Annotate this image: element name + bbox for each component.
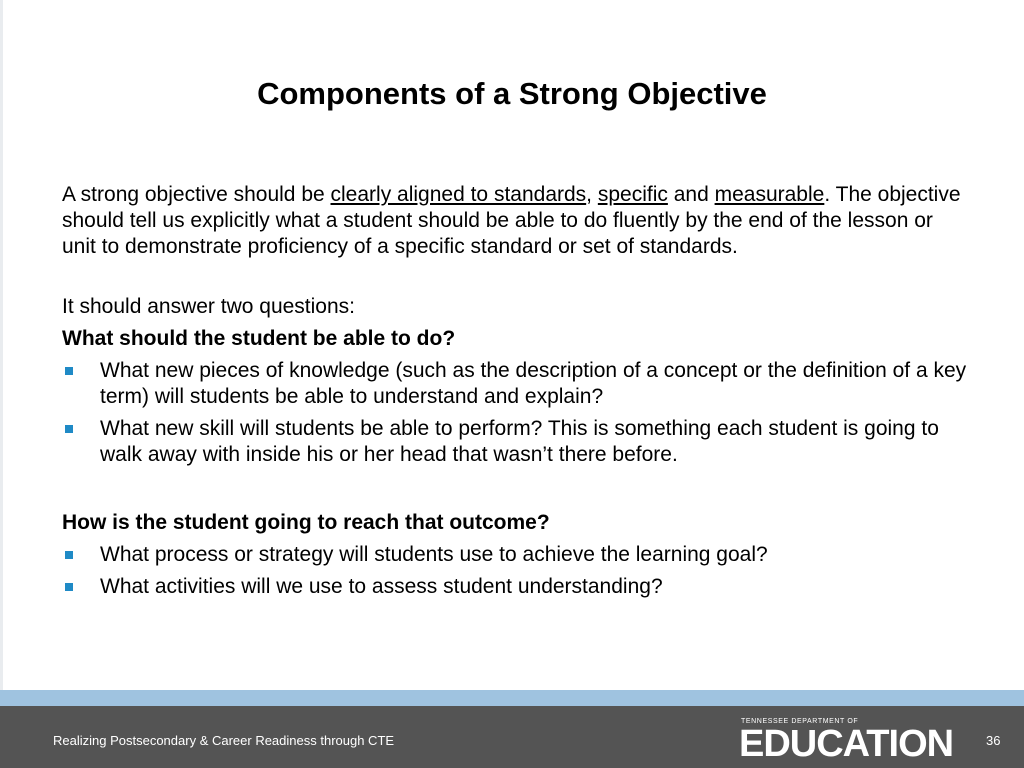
bullet-list-2 xyxy=(62,542,967,600)
footer-caption: Realizing Postsecondary & Career Readiness through CTE xyxy=(53,733,395,748)
intro-prefix: A strong objective should be xyxy=(62,183,331,206)
logo-subtitle: TENNESSEE DEPARTMENT OF xyxy=(741,718,859,725)
education-logo xyxy=(739,718,971,764)
intro-separator: and xyxy=(667,183,715,206)
lead-text: It should answer two questions: xyxy=(62,295,355,318)
list-item xyxy=(62,416,967,468)
intro-rest: . The objective should tell us explicitly what a student should be able to do fluently by the end of the lesson or unit to demonstrate proficiency of a specific standard or set of standards. xyxy=(62,183,961,258)
list-item xyxy=(62,358,967,410)
bullet-text: What process or strategy will students use to achieve the learning goal? xyxy=(100,543,768,566)
bullet-text: What activities will we use to assess student understanding? xyxy=(100,575,663,598)
term-measurable: measurable xyxy=(714,183,825,206)
section-spacer xyxy=(62,474,967,504)
square-bullet-icon xyxy=(65,551,73,559)
slide-title: Components of a Strong Objective xyxy=(257,76,767,111)
square-bullet-icon xyxy=(65,425,73,433)
list-item xyxy=(62,542,967,568)
bullet-text: What new pieces of knowledge (such as the description of a concept or the definition of a key term) will students be able to understand and explain? xyxy=(100,359,967,408)
slide-body xyxy=(62,182,967,606)
square-bullet-icon xyxy=(65,583,73,591)
footer-stripe xyxy=(0,690,1024,706)
list-item xyxy=(62,574,967,600)
bullet-text: What new skill will students be able to perform? This is something each student is going to walk away with inside his or her head that wasn’t there before. xyxy=(100,417,939,466)
term-aligned: clearly aligned to standards xyxy=(330,183,587,206)
logo-wordmark: EDUCATION xyxy=(739,723,954,765)
question-heading-2: How is the student going to reach that outcome? xyxy=(62,511,550,534)
slide-footer xyxy=(0,706,1024,768)
page-number: 36 xyxy=(986,733,1001,748)
intro-separator: , xyxy=(586,183,598,206)
term-specific: specific xyxy=(597,183,668,206)
intro-paragraph xyxy=(62,182,967,260)
bullet-list-1 xyxy=(62,358,967,468)
question-heading-1: What should the student be able to do? xyxy=(62,327,456,350)
square-bullet-icon xyxy=(65,367,73,375)
